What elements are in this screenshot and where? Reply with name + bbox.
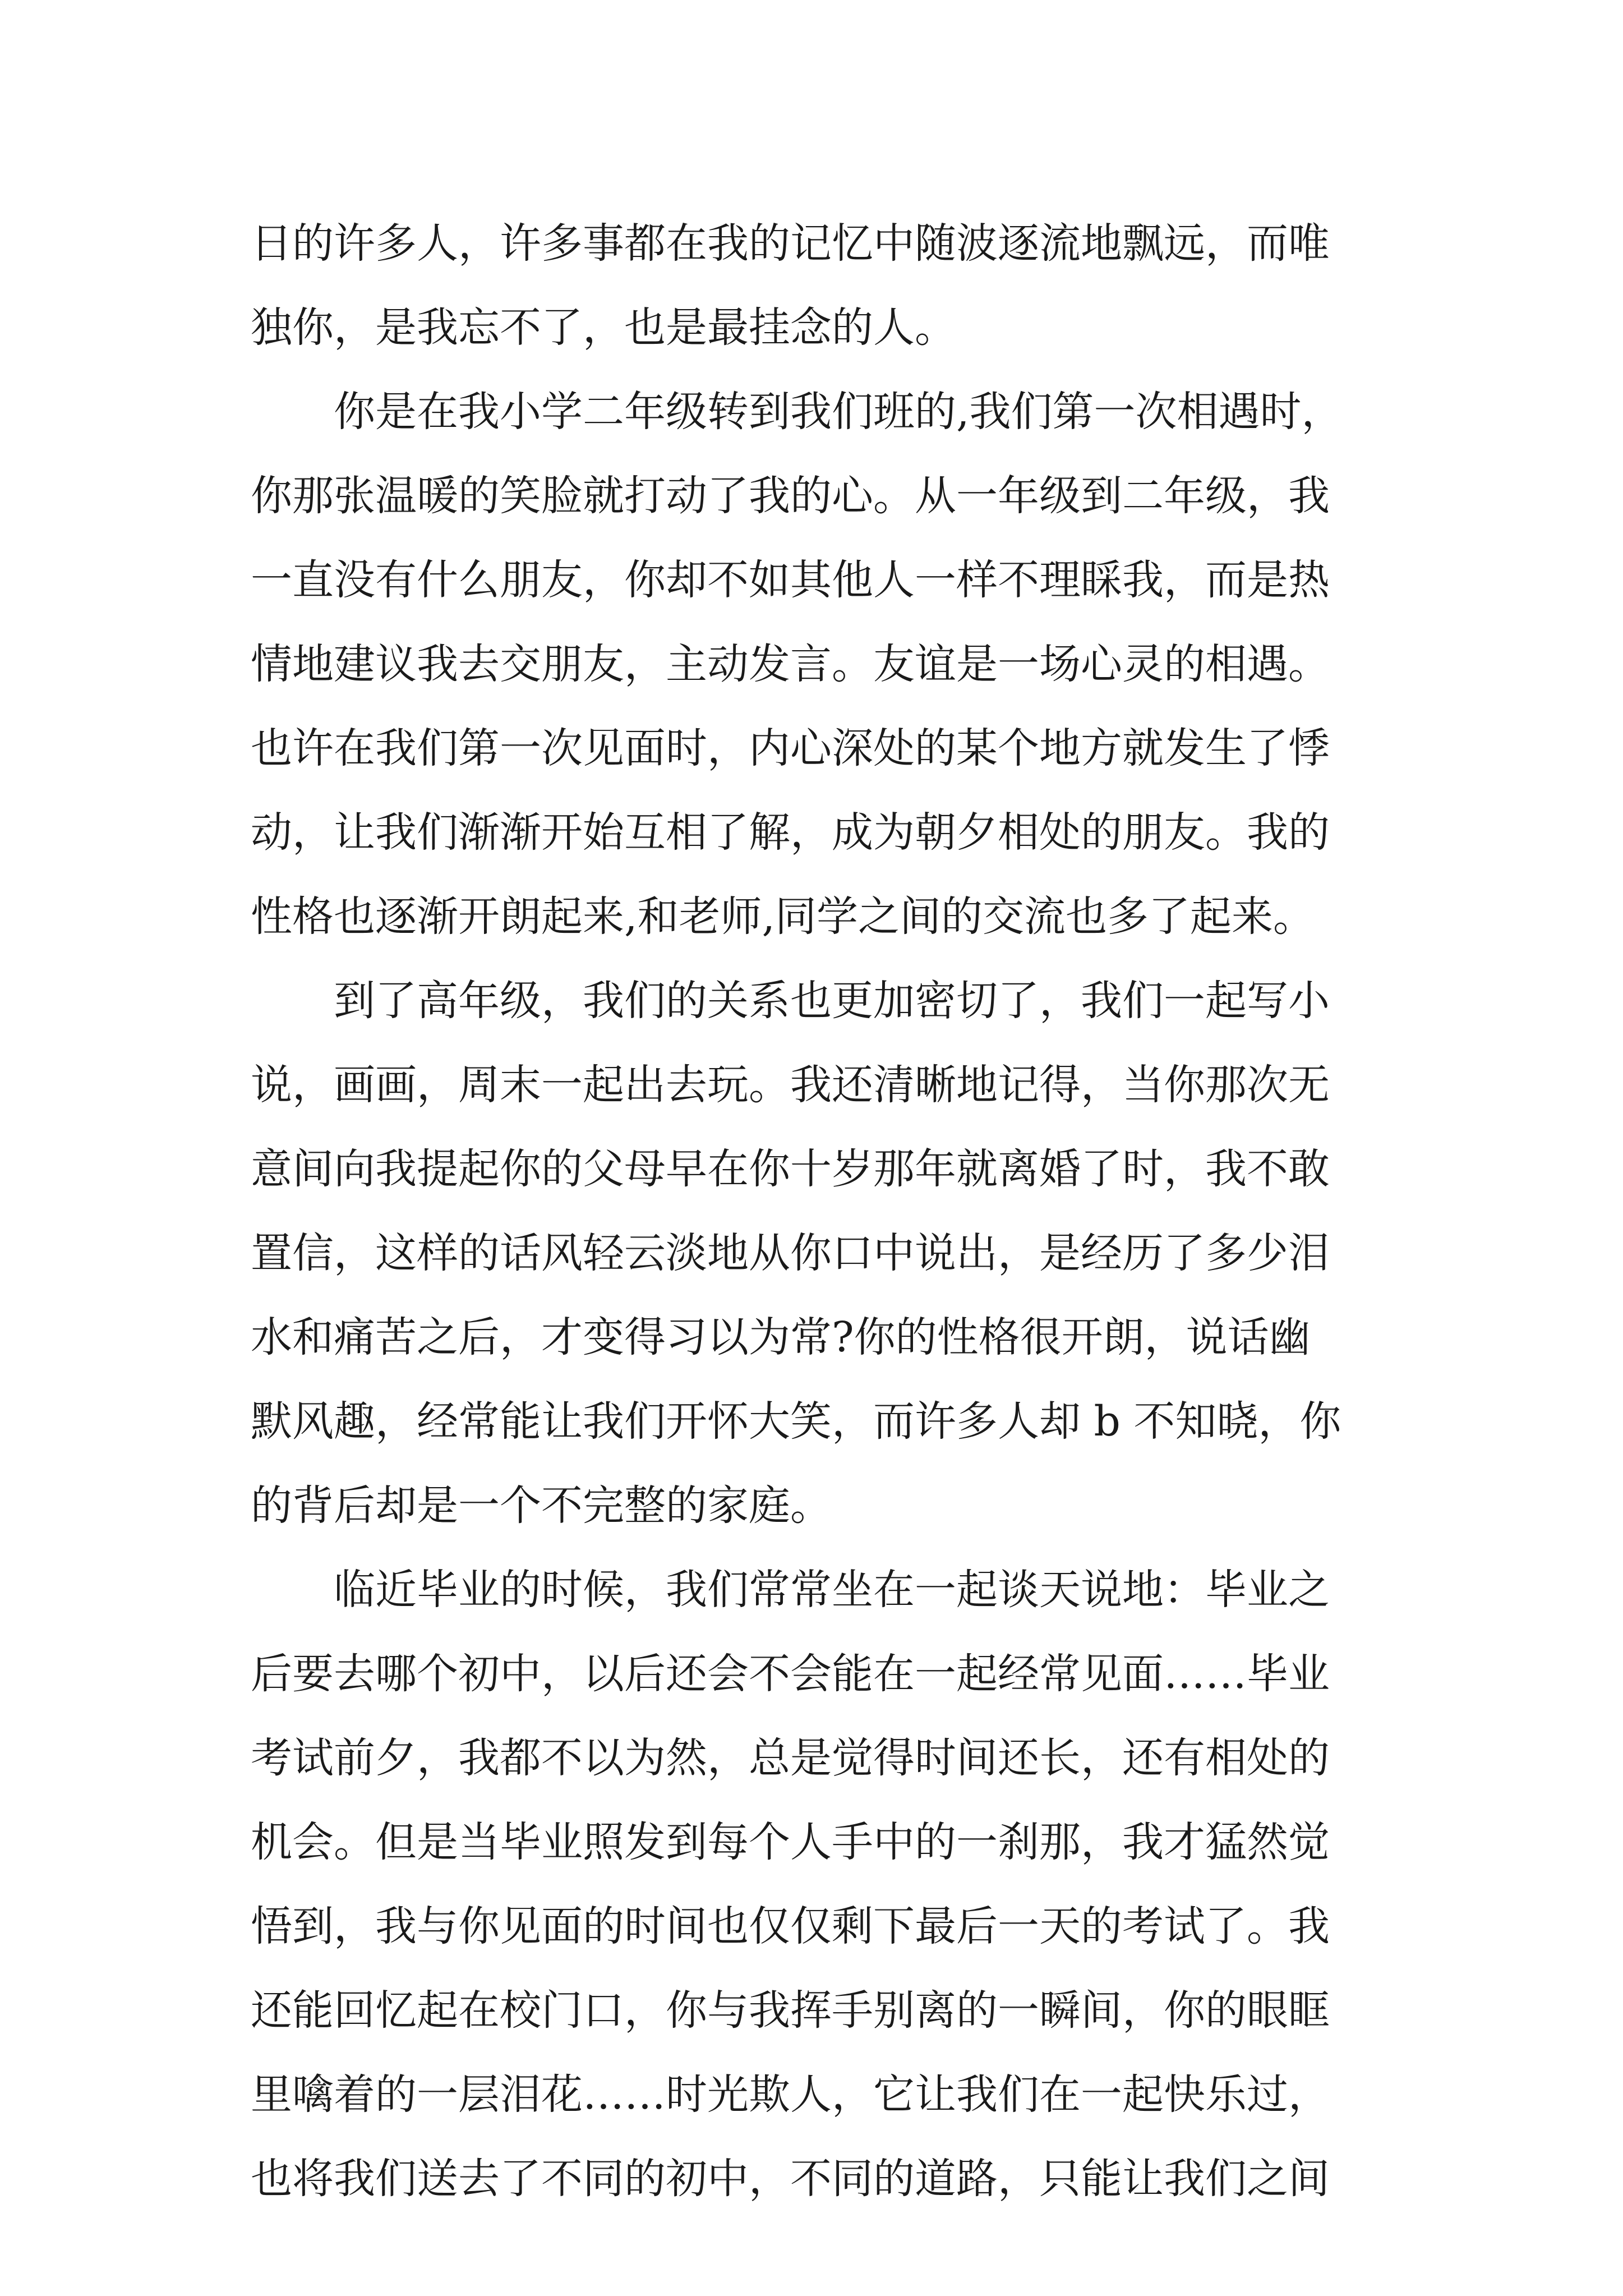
text-line: 一直没有什么朋友，你却不如其他人一样不理睬我，而是热 xyxy=(251,556,1330,604)
text-line: 性格也逐渐开朗起来,和老师,同学之间的交流也多了起来。 xyxy=(251,892,1315,941)
text-line: 也许在我们第一次见面时，内心深处的某个地方就发生了悸 xyxy=(251,724,1330,772)
text-line: 后要去哪个初中，以后还会不会能在一起经常见面……毕业 xyxy=(251,1650,1330,1698)
text-line: 日的许多人，许多事都在我的记忆中随波逐流地飘远，而唯 xyxy=(251,219,1330,268)
text-line: 里噙着的一层泪花……时光欺人，它让我们在一起快乐过， xyxy=(251,2070,1330,2119)
text-line: 悟到，我与你见面的时间也仅仅剩下最后一天的考试了。我 xyxy=(251,1902,1330,1950)
text-line: 你那张温暖的笑脸就打动了我的心。从一年级到二年级，我 xyxy=(251,472,1330,520)
text-line: 意间向我提起你的父母早在你十岁那年就离婚了时，我不敢 xyxy=(251,1145,1330,1193)
text-line: 默风趣，经常能让我们开怀大笑，而许多人却 b 不知晓，你 xyxy=(251,1397,1341,1446)
text-line: 置信，这样的话风轻云淡地从你口中说出，是经历了多少泪 xyxy=(251,1229,1330,1277)
paragraph-first-line: 你是在我小学二年级转到我们班的,我们第一次相遇时， xyxy=(334,388,1343,436)
text-line: 动，让我们渐渐开始互相了解，成为朝夕相处的朋友。我的 xyxy=(251,808,1330,857)
text-line: 水和痛苦之后，才变得习以为常?你的性格很开朗，说话幽 xyxy=(251,1313,1311,1361)
text-line: 说，画画，周末一起出去玩。我还清晰地记得，当你那次无 xyxy=(251,1061,1330,1109)
text-line: 独你，是我忘不了，也是最挂念的人。 xyxy=(251,303,956,352)
text-line: 的背后却是一个不完整的家庭。 xyxy=(251,1481,832,1530)
paragraph-first-line: 临近毕业的时候，我们常常坐在一起谈天说地：毕业之 xyxy=(334,1566,1330,1614)
text-line: 考试前夕，我都不以为然，总是觉得时间还长，还有相处的 xyxy=(251,1734,1330,1782)
text-line: 还能回忆起在校门口，你与我挥手别离的一瞬间，你的眼眶 xyxy=(251,1986,1330,2035)
text-line: 也将我们送去了不同的初中，不同的道路，只能让我们之间 xyxy=(251,2155,1330,2203)
paragraph-first-line: 到了高年级，我们的关系也更加密切了，我们一起写小 xyxy=(334,977,1330,1025)
text-line: 情地建议我去交朋友，主动发言。友谊是一场心灵的相遇。 xyxy=(251,640,1330,688)
text-line: 机会。但是当毕业照发到每个人手中的一刹那，我才猛然觉 xyxy=(251,1818,1330,1866)
